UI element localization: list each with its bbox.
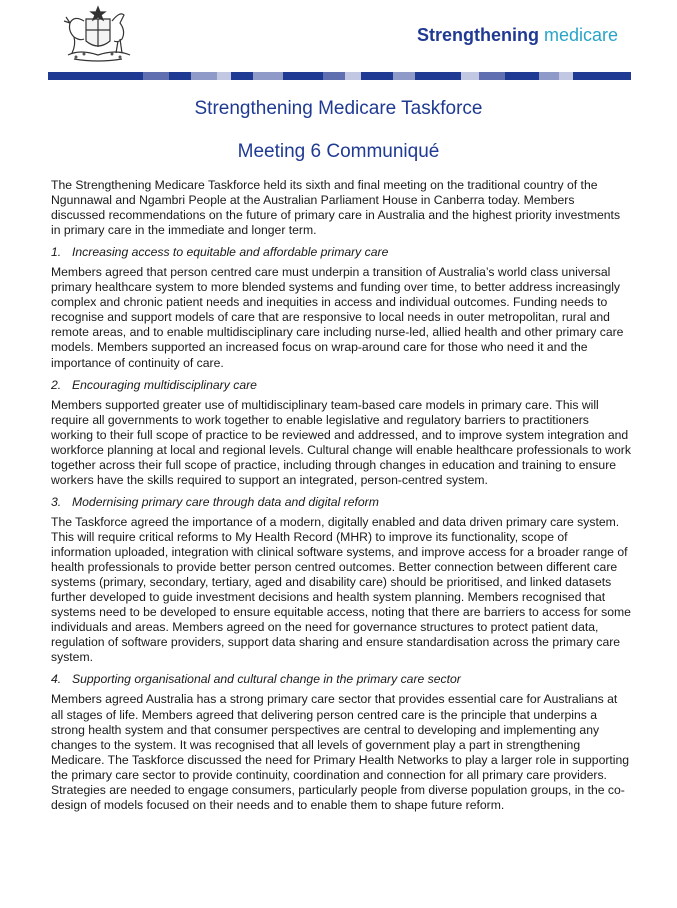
document-body [51, 178, 631, 820]
section-heading-text: Encouraging multidisciplinary care [72, 377, 257, 392]
section-body: The Taskforce agreed the importance of a modern, digitally enabled and data driven primary care system. This will require critical reforms to My Health Record (MHR) to improve its functionality, scope of information uploaded, integration with clinical software systems, and improve access for a broader range of health professionals to provide better person centred outcomes. Better connection between different care systems (primary, secondary, tertiary, aged and disability care) should be prioritised, and linked datasets further developed to guide investment decisions and health system planning. Members recognised that systems need to be developed to ensure equitable access, noting that there are barriers to access for some individuals and areas. Members agreed on the need for governance structures to protect patient data, regulation of software providers, support data sharing and ensure standardisation across the primary care system. [51, 514, 631, 665]
section-number: 2. [51, 377, 62, 392]
section-body: Members supported greater use of multidisciplinary team-based care models in primary care. This will require all governments to work together to enable legislative and regulatory barriers to practitioners working to their full scope of practice to be reviewed and addressed, and to improve system integration and workforce planning at local and regional levels. Cultural change will enable healthcare professionals to work together across their full scope of practice, including through changes in education and training to ensure workers have the skills required to support an integrated, person-centred system. [51, 397, 631, 487]
section-body: Members agreed that person centred care must underpin a transition of Australia’s world class universal primary healthcare system to more blended systems and funding over time, to better address increasingly complex and chronic patient needs and inequities in access and individual outcomes. Funding needs to recognise and support models of care that are responsive to local needs in outer metropolitan, rural and remote areas, and to enable multidisciplinary care including nurse-led, allied health and other primary care models. Members supported an increased focus on wrap-around care for those who need it and the importance of continuity of care. [51, 265, 624, 370]
section-heading [51, 245, 631, 260]
section-body: Members agreed Australia has a strong primary care sector that provides essential care for Australians at all stages of life. Members agreed that delivering person centred care is the principle that underpins a strong health system and that consumer perspectives are central to developing and implementing any changes to the system. It was recognised that all levels of government play a part in strengthening Medicare. The Taskforce discussed the need for Primary Health Networks to play a larger role in supporting the primary care sector to provide continuity, coordination and connection for all primary care providers. Strategies are needed to engage consumers, particularly people from diverse population groups, in the co-design of models focused on their needs and to enable them to shape future reform. [51, 692, 630, 812]
section-number: 3. [51, 494, 62, 509]
brand-primary: Strengthening [416, 25, 539, 45]
header-divider-bar [48, 72, 631, 80]
brand-secondary: medicare [543, 25, 618, 45]
section-heading [51, 495, 631, 510]
document-title: Strengthening Medicare Taskforce [194, 98, 483, 119]
section-number: 1. [51, 245, 62, 260]
section-number: 4. [51, 672, 62, 687]
section-heading-text: Increasing access to equitable and affordable primary care [72, 245, 389, 260]
section-heading-text: Supporting organisational and cultural change in the primary care sector [72, 672, 461, 687]
section-heading-text: Modernising primary care through data and digital reform [72, 494, 379, 509]
section-heading [51, 672, 631, 687]
coat-of-arms-logo [60, 5, 136, 67]
document-subtitle: Meeting 6 Communiqué [237, 141, 440, 162]
intro-paragraph: The Strengthening Medicare Taskforce held its sixth and final meeting on the traditional country of the Ngunnawal and Ngambri People at the Australian Parliament House in Canberra today. Members discussed recommendations on the future of primary care in Australia and the highest priority investments in primary care in the immediate and longer term. [51, 178, 621, 238]
section-heading [51, 378, 631, 393]
brand-logo-text [417, 25, 618, 46]
